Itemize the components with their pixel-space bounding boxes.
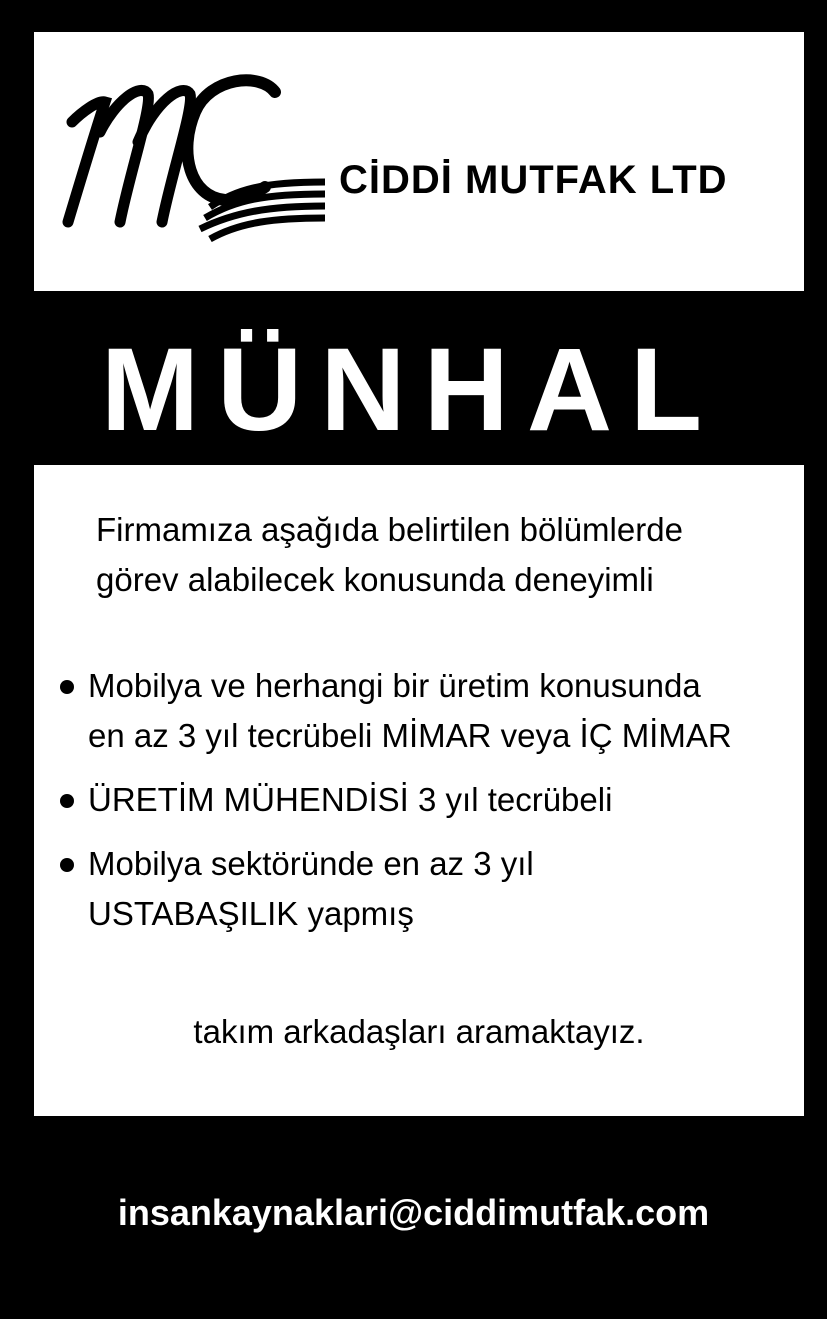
list-item-line: ÜRETİM MÜHENDİSİ 3 yıl tecrübeli [88,781,613,818]
list-item-architect [56,661,796,761]
company-name: CİDDİ MUTFAK LTD [339,158,728,202]
position-list [56,661,796,939]
header-panel [34,32,804,291]
page-title: MÜNHAL [100,324,721,456]
list-item-foreman [56,839,796,939]
list-item-line: en az 3 yıl tecrübeli MİMAR veya İÇ MİMAR [88,717,732,754]
list-item-line: Mobilya ve herhangi bir üretim konusunda [88,667,701,704]
list-item-line: Mobilya sektöründe en az 3 yıl [88,845,534,882]
intro-line-2: görev alabilecek konusunda deneyimli [96,561,654,598]
bullet-icon [60,858,74,872]
bullet-icon [60,794,74,808]
intro-text [96,505,776,605]
bullet-icon [60,680,74,694]
closing-text: takım arkadaşları aramaktayız. [193,1013,645,1050]
contact-email[interactable]: insankaynaklari@ciddimutfak.com [117,1192,710,1233]
content-panel [34,465,804,1116]
company-logo-icon [60,72,330,242]
intro-line-1: Firmamıza aşağıda belirtilen bölümlerde [96,511,683,548]
list-item-line: USTABAŞILIK yapmış [88,895,414,932]
list-item-production-engineer [56,775,796,825]
